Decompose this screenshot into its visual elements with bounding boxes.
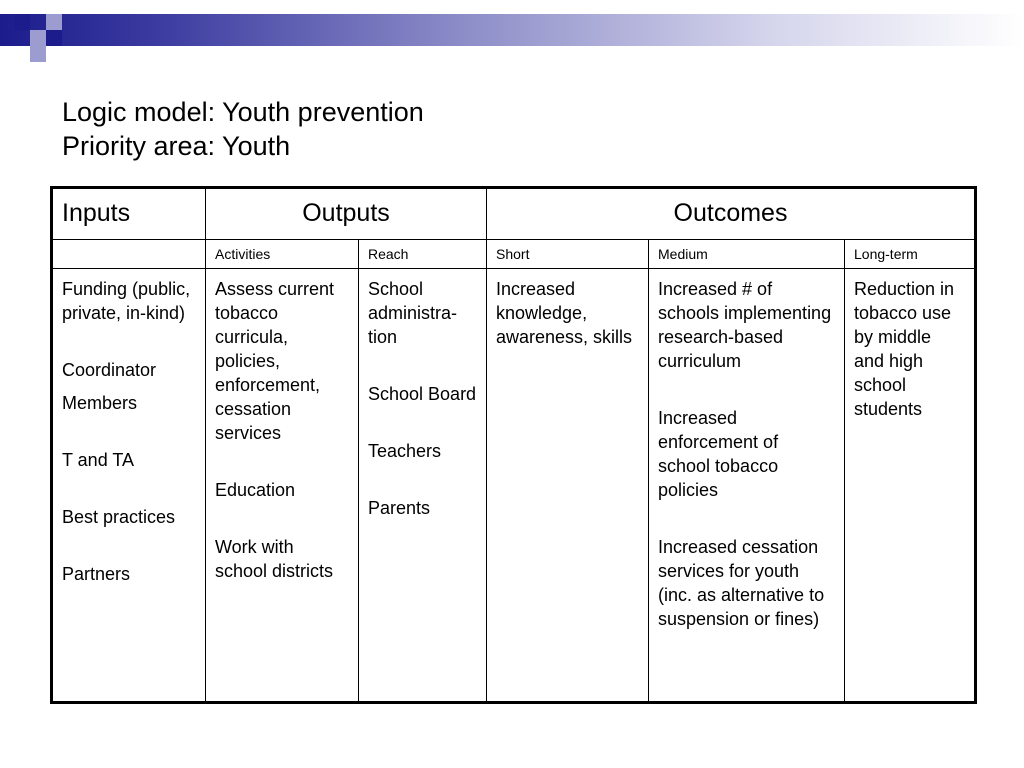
medium-item: Increased # of schools implementing research-based curriculum (658, 279, 832, 371)
subheader-reach: Reach (359, 240, 487, 269)
subheader-activities: Activities (206, 240, 359, 269)
input-item: T and TA (62, 450, 135, 470)
reach-item: Parents (368, 498, 431, 518)
input-item: Best practices (62, 507, 176, 527)
input-item: Partners (62, 564, 131, 584)
header-outcomes: Outcomes (487, 188, 976, 240)
long-term-item: Reduction in tobacco use by middle and high school students (854, 279, 955, 419)
reach-item: Teachers (368, 441, 442, 461)
subheader-short: Short (487, 240, 649, 269)
subheader-row (52, 240, 976, 269)
input-item: Coordinator (62, 360, 157, 380)
activity-item: Assess current tobacco curricula, policies, enforcement, cessation services (215, 279, 335, 443)
title-line-1: Logic model: Youth prevention (62, 97, 424, 127)
subheader-medium: Medium (649, 240, 845, 269)
reach-item: School administra-tion (368, 279, 458, 347)
input-item: Funding (public, private, in-kind) (62, 279, 191, 323)
reach-item: School Board (368, 384, 477, 404)
subheader-empty (52, 240, 206, 269)
input-item: Members (62, 393, 138, 413)
short-cell (487, 269, 649, 703)
medium-cell (649, 269, 845, 703)
inputs-cell (52, 269, 206, 703)
decor-square (46, 14, 62, 30)
subheader-long-term: Long-term (845, 240, 976, 269)
decor-square (62, 0, 78, 14)
decor-square (30, 30, 46, 46)
medium-item: Increased cessation services for youth (inc. as alternative to suspension or fines) (658, 537, 825, 629)
reach-cell (359, 269, 487, 703)
decor-square (14, 14, 30, 30)
activity-item: Work with school districts (215, 537, 334, 581)
header-row (52, 188, 976, 240)
decor-square (46, 30, 62, 46)
slide-title (62, 95, 424, 163)
medium-item: Increased enforcement of school tobacco policies (658, 408, 779, 500)
title-line-2: Priority area: Youth (62, 131, 291, 161)
header-outputs: Outputs (206, 188, 487, 240)
header-inputs: Inputs (52, 188, 206, 240)
short-item: Increased knowledge, awareness, skills (496, 279, 633, 347)
decor-square (30, 46, 46, 62)
activities-cell (206, 269, 359, 703)
content-row (52, 269, 976, 703)
activity-item: Education (215, 480, 296, 500)
header-banner (0, 14, 1024, 46)
long-term-cell (845, 269, 976, 703)
logic-model-table (50, 186, 977, 704)
